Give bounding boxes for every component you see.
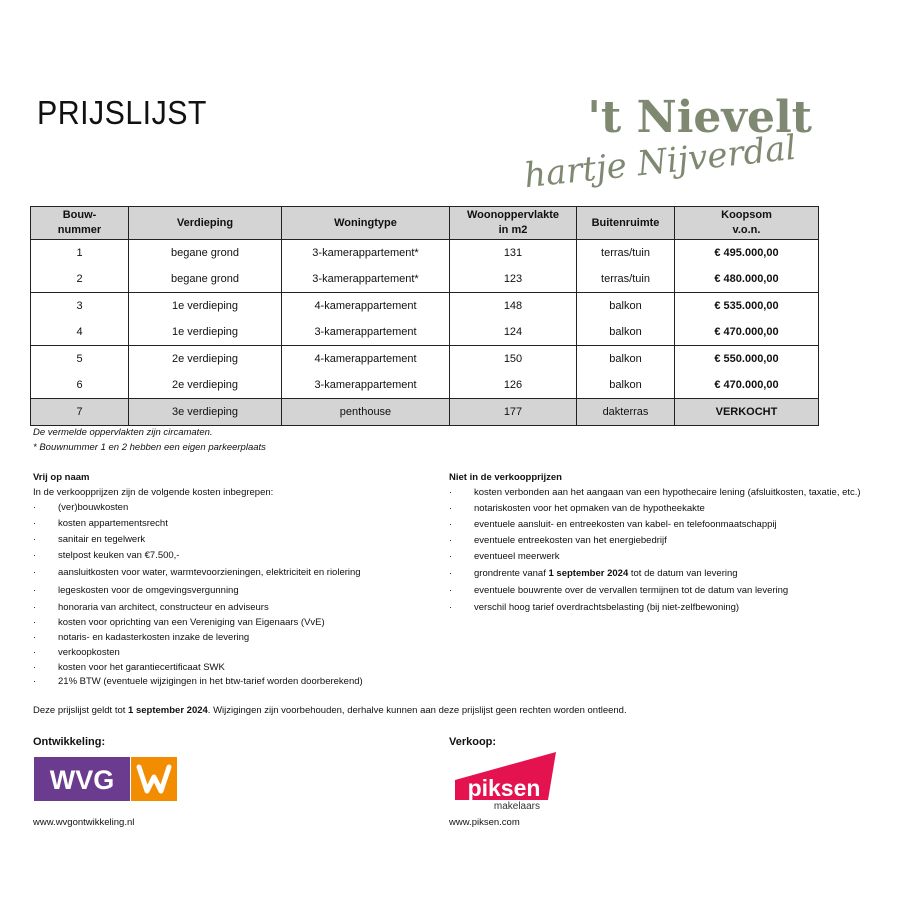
list-item: sanitair en tegelwerk bbox=[58, 534, 146, 545]
col-header-buitenruimte: Buitenruimte bbox=[577, 207, 675, 240]
cell-buitenruimte: balkon bbox=[577, 372, 675, 399]
cell-bouwnummer: 2 bbox=[31, 266, 129, 293]
table-header-row bbox=[31, 207, 819, 240]
excluded-costs-section bbox=[449, 472, 909, 622]
bullet-icon: · bbox=[33, 676, 37, 687]
piksen-logo bbox=[452, 752, 562, 812]
bullet-icon: · bbox=[33, 617, 37, 628]
bullet-icon: · bbox=[33, 647, 37, 658]
list-item: kosten voor oprichting van een Vereniging van Eigenaars (VvE) bbox=[58, 617, 325, 628]
bullet-icon: · bbox=[449, 568, 453, 579]
cell-woningtype: 4-kamerappartement bbox=[282, 293, 450, 320]
col-header-verdieping: Verdieping bbox=[129, 207, 282, 240]
list-item: kosten appartementsrecht bbox=[58, 518, 168, 529]
bullet-icon: · bbox=[449, 503, 453, 514]
bullet-icon: · bbox=[33, 602, 37, 613]
cell-woningtype: 4-kamerappartement bbox=[282, 346, 450, 373]
list-item: grondrente vanaf 1 september 2024 tot de datum van levering bbox=[474, 568, 738, 579]
included-intro: In de verkoopprijzen zijn de volgende kosten inbegrepen: bbox=[33, 487, 274, 498]
bullet-icon: · bbox=[449, 487, 453, 498]
cell-buitenruimte: balkon bbox=[577, 319, 675, 346]
cell-verdieping: 1e verdieping bbox=[129, 319, 282, 346]
list-item: verschil hoog tarief overdrachtsbelasting (bij niet-zelfbewoning) bbox=[474, 602, 740, 613]
wvg-logo-text: WVG bbox=[49, 765, 115, 795]
list-item: 21% BTW (eventuele wijzigingen in het btw-tarief worden doorberekend) bbox=[58, 676, 363, 687]
developer-label: Ontwikkeling: bbox=[33, 736, 106, 748]
note-parkeerplaats: * Bouwnummer 1 en 2 hebben een eigen parkeerplaats bbox=[33, 442, 266, 453]
cell-woonoppervlakte: 126 bbox=[450, 372, 577, 399]
cell-buitenruimte: balkon bbox=[577, 293, 675, 320]
cell-verdieping: 2e verdieping bbox=[129, 346, 282, 373]
cell-bouwnummer: 4 bbox=[31, 319, 129, 346]
project-logo-name: 't Nievelt bbox=[587, 92, 812, 143]
list-item: eventueel meerwerk bbox=[474, 551, 560, 562]
cell-woonoppervlakte: 123 bbox=[450, 266, 577, 293]
cell-woonoppervlakte: 124 bbox=[450, 319, 577, 346]
cell-woonoppervlakte: 177 bbox=[450, 399, 577, 426]
cell-koopsom: € 470.000,00 bbox=[675, 319, 819, 346]
cell-koopsom: € 470.000,00 bbox=[675, 372, 819, 399]
cell-koopsom: VERKOCHT bbox=[675, 399, 819, 426]
cell-bouwnummer: 3 bbox=[31, 293, 129, 320]
bullet-icon: · bbox=[33, 662, 37, 673]
included-costs-section bbox=[33, 472, 443, 697]
bullet-icon: · bbox=[449, 585, 453, 596]
price-table bbox=[30, 206, 819, 426]
list-item: stelpost keuken van €7.500,- bbox=[58, 550, 180, 561]
list-item: notariskosten voor het opmaken van de hypotheekakte bbox=[474, 503, 705, 514]
sales-label: Verkoop: bbox=[449, 736, 497, 748]
bullet-icon: · bbox=[33, 567, 37, 578]
cell-woningtype: 3-kamerappartement* bbox=[282, 266, 450, 293]
cell-koopsom: € 495.000,00 bbox=[675, 240, 819, 267]
list-item: aansluitkosten voor water, warmtevoorzieningen, elektriciteit en riolering bbox=[58, 567, 361, 578]
validity-statement: Deze prijslijst geldt tot 1 september 2024. Wijzigingen zijn voorbehouden, derhalve kunnen aan deze prijslijst geen rechten worden ontleend. bbox=[33, 705, 627, 716]
project-logo-tagline: hartje Nijverdal bbox=[522, 127, 799, 190]
list-item: honoraria van architect, constructeur en adviseurs bbox=[58, 602, 269, 613]
bullet-icon: · bbox=[449, 602, 453, 613]
bullet-icon: · bbox=[33, 550, 37, 561]
cell-verdieping: begane grond bbox=[129, 240, 282, 267]
table-row bbox=[31, 346, 819, 373]
cell-woningtype: 3-kamerappartement bbox=[282, 319, 450, 346]
cell-woningtype: penthouse bbox=[282, 399, 450, 426]
list-item: eventuele aansluit- en entreekosten van kabel- en telefoonmaatschappij bbox=[474, 519, 777, 530]
col-header-koopsom: Koopsom v.o.n. bbox=[675, 207, 819, 240]
table-row bbox=[31, 319, 819, 346]
cell-woonoppervlakte: 150 bbox=[450, 346, 577, 373]
cell-buitenruimte: terras/tuin bbox=[577, 240, 675, 267]
bullet-icon: · bbox=[449, 535, 453, 546]
cell-koopsom: € 535.000,00 bbox=[675, 293, 819, 320]
note-circamaten: De vermelde oppervlakten zijn circamaten. bbox=[33, 427, 213, 438]
cell-verdieping: 1e verdieping bbox=[129, 293, 282, 320]
list-item: kosten voor het garantiecertificaat SWK bbox=[58, 662, 225, 673]
cell-verdieping: 2e verdieping bbox=[129, 372, 282, 399]
page-title: PRIJSLIJST bbox=[37, 94, 207, 131]
cell-koopsom: € 550.000,00 bbox=[675, 346, 819, 373]
cell-buitenruimte: terras/tuin bbox=[577, 266, 675, 293]
cell-verdieping: begane grond bbox=[129, 266, 282, 293]
excluded-heading: Niet in de verkoopprijzen bbox=[449, 472, 562, 483]
cell-bouwnummer: 1 bbox=[31, 240, 129, 267]
table-row bbox=[31, 399, 819, 426]
cell-woonoppervlakte: 148 bbox=[450, 293, 577, 320]
bullet-icon: · bbox=[33, 585, 37, 596]
table-row bbox=[31, 266, 819, 293]
bullet-icon: · bbox=[33, 632, 37, 643]
cell-koopsom: € 480.000,00 bbox=[675, 266, 819, 293]
table-row bbox=[31, 293, 819, 320]
list-item: (ver)bouwkosten bbox=[58, 502, 129, 513]
list-item: kosten verbonden aan het aangaan van een hypothecaire lening (afsluitkosten, taxatie, etc.) bbox=[474, 487, 861, 498]
list-item: verkoopkosten bbox=[58, 647, 120, 658]
table-row bbox=[31, 240, 819, 267]
wvg-logo bbox=[34, 757, 177, 801]
cell-bouwnummer: 5 bbox=[31, 346, 129, 373]
piksen-logo-text: piksen bbox=[467, 775, 541, 801]
list-item: eventuele entreekosten van het energiebedrijf bbox=[474, 535, 667, 546]
cell-woningtype: 3-kamerappartement* bbox=[282, 240, 450, 267]
sales-url[interactable]: www.piksen.com bbox=[449, 817, 520, 828]
list-item: notaris- en kadasterkosten inzake de levering bbox=[58, 632, 250, 643]
bullet-icon: · bbox=[33, 534, 37, 545]
cell-bouwnummer: 6 bbox=[31, 372, 129, 399]
cell-woningtype: 3-kamerappartement bbox=[282, 372, 450, 399]
cell-buitenruimte: dakterras bbox=[577, 399, 675, 426]
cell-woonoppervlakte: 131 bbox=[450, 240, 577, 267]
col-header-woningtype: Woningtype bbox=[282, 207, 450, 240]
bullet-icon: · bbox=[449, 519, 453, 530]
developer-url[interactable]: www.wvgontwikkeling.nl bbox=[33, 817, 135, 828]
project-logo bbox=[520, 80, 820, 190]
cell-buitenruimte: balkon bbox=[577, 346, 675, 373]
col-header-bouwnummer: Bouw- nummer bbox=[31, 207, 129, 240]
col-header-woonoppervlakte: Woonoppervlakte in m2 bbox=[450, 207, 577, 240]
cell-bouwnummer: 7 bbox=[31, 399, 129, 426]
bullet-icon: · bbox=[33, 518, 37, 529]
bullet-icon: · bbox=[449, 551, 453, 562]
list-item: legeskosten voor de omgevingsvergunning bbox=[58, 585, 239, 596]
list-item: eventuele bouwrente over de vervallen termijnen tot de datum van levering bbox=[474, 585, 789, 596]
table-row bbox=[31, 372, 819, 399]
included-heading: Vrij op naam bbox=[33, 472, 90, 483]
cell-verdieping: 3e verdieping bbox=[129, 399, 282, 426]
piksen-logo-subtext: makelaars bbox=[493, 801, 540, 812]
bullet-icon: · bbox=[33, 502, 37, 513]
